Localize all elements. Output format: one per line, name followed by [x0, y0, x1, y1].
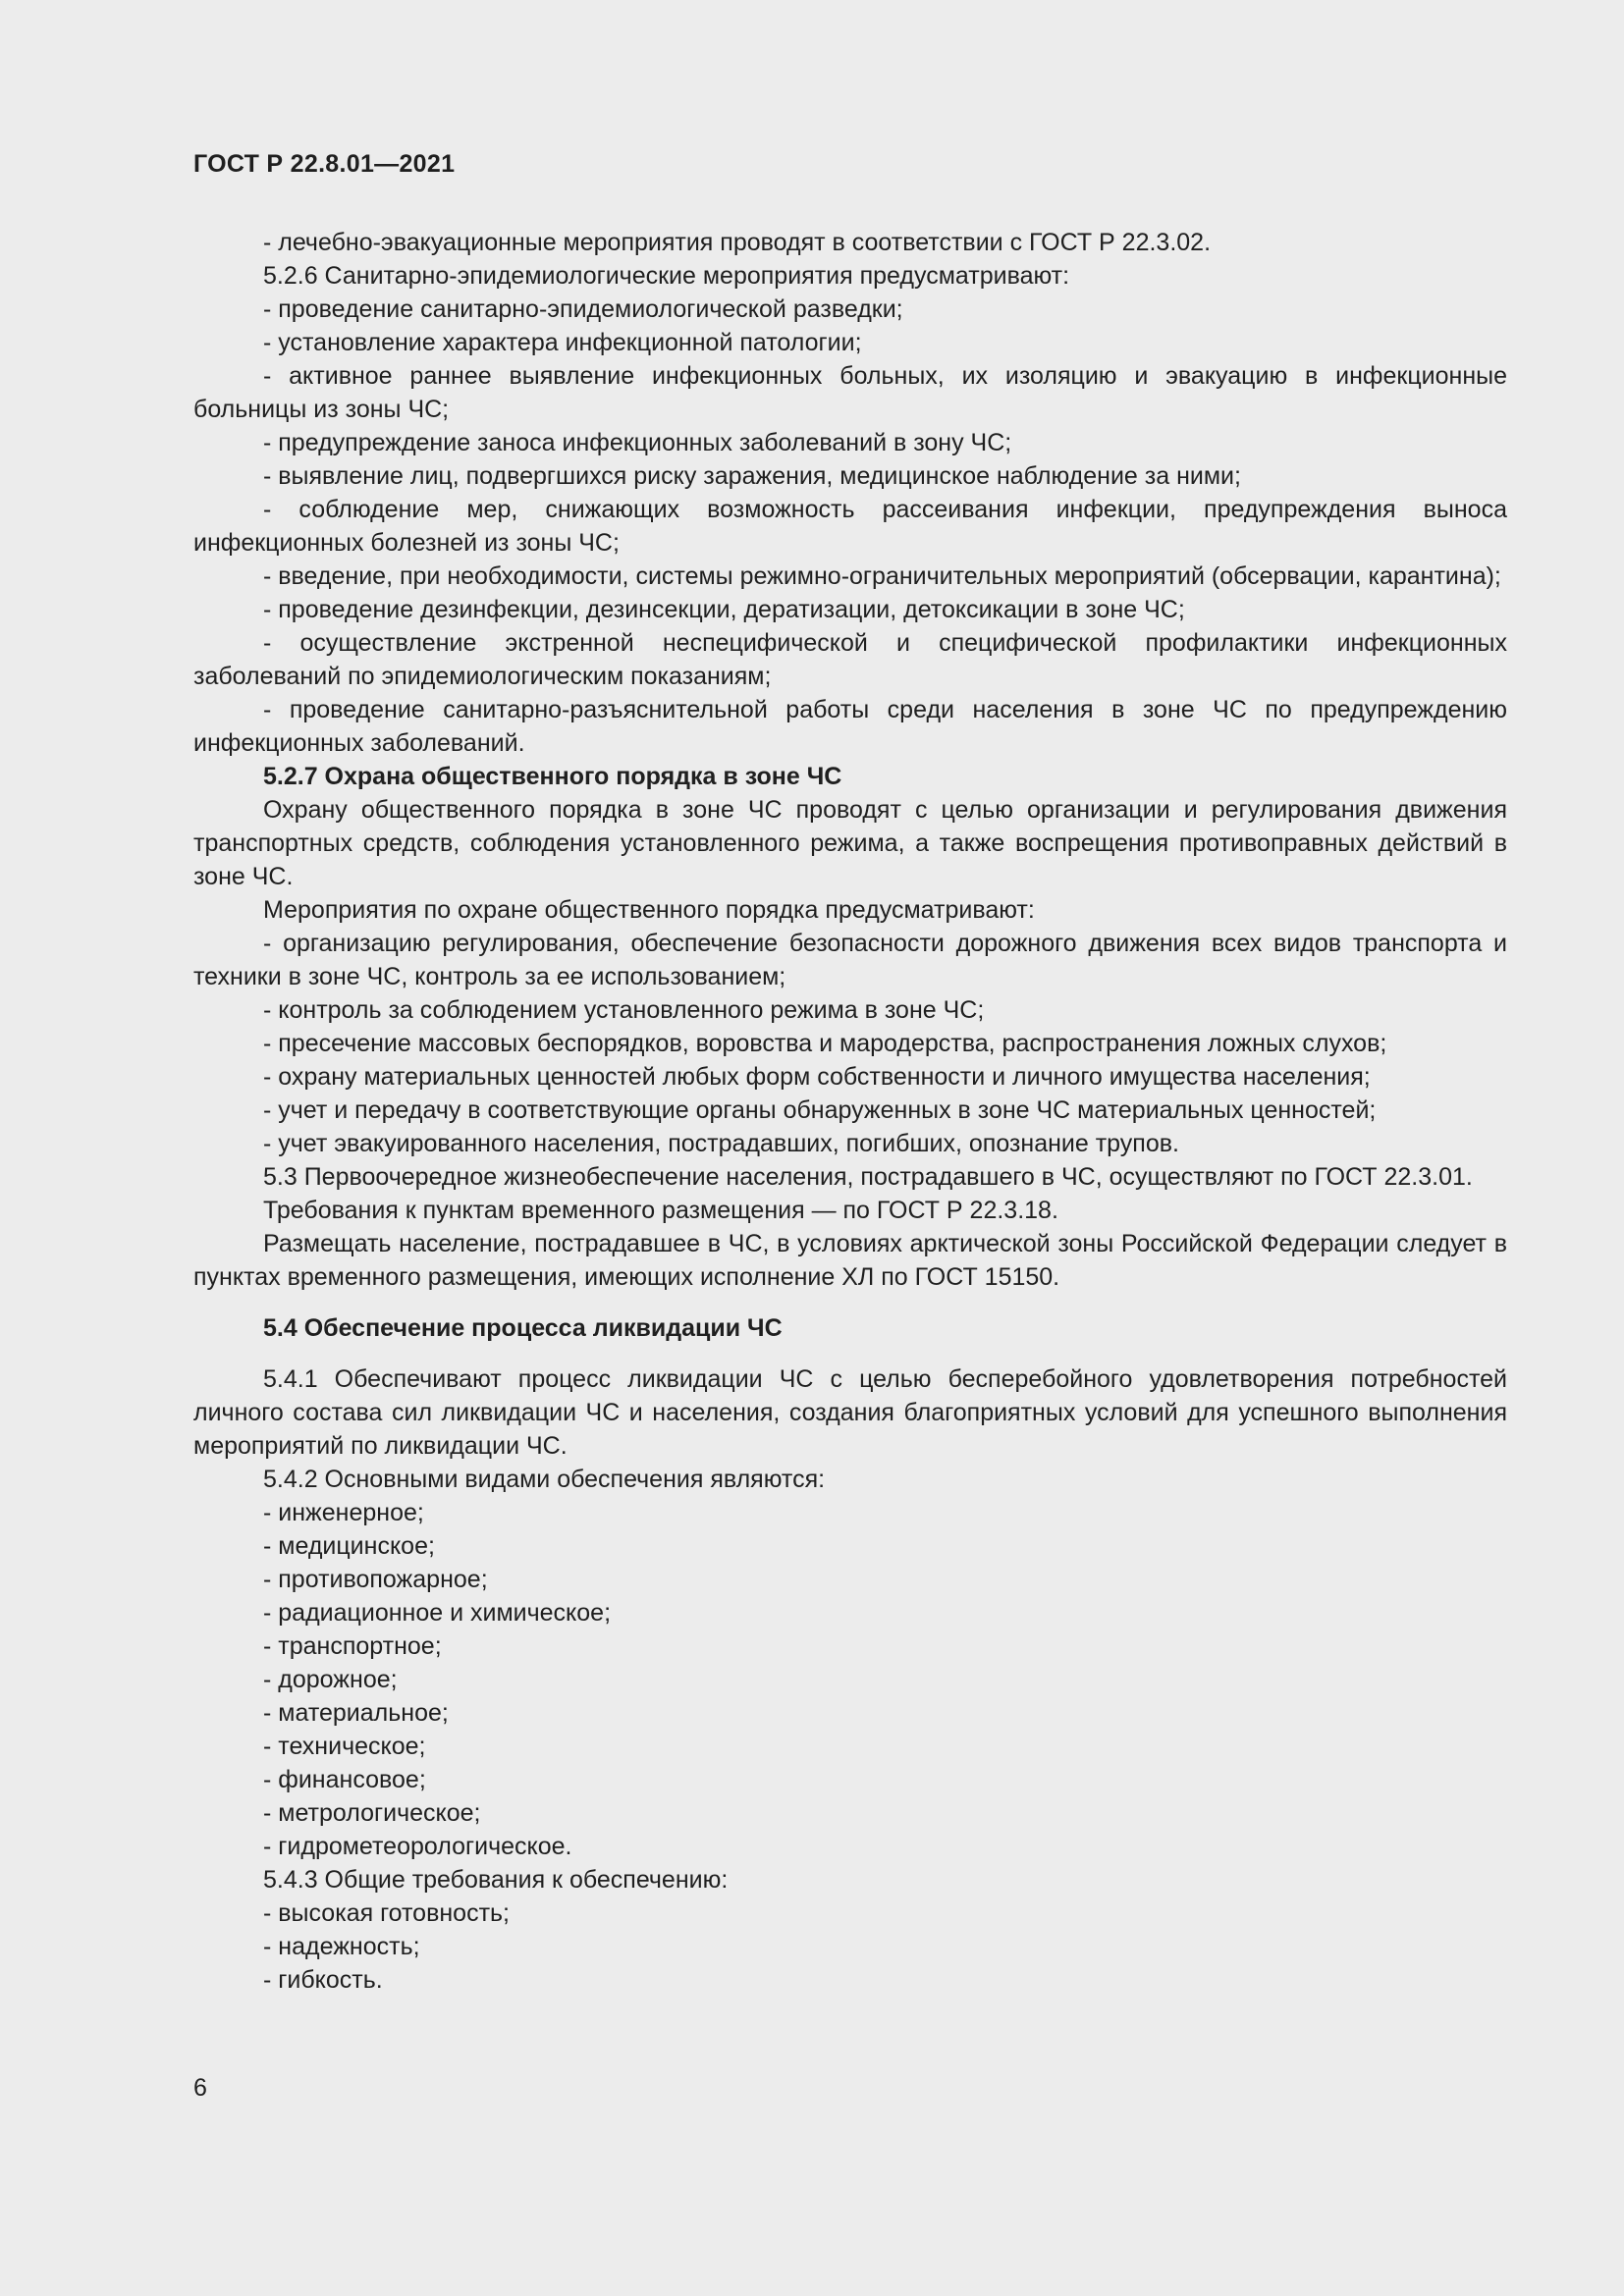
list-item: - медицинское;	[263, 1532, 435, 1560]
list-item: - активное раннее выявление инфекционных больных, их изоляцию и эвакуацию в инфекционные больницы из зоны ЧС;	[193, 362, 1507, 423]
document-code-header: ГОСТ Р 22.8.01—2021	[193, 150, 456, 178]
list-item: - инженерное;	[263, 1499, 424, 1526]
list-item: - дорожное;	[263, 1666, 398, 1693]
paragraph: - лечебно-эвакуационные мероприятия проводят в соответствии с ГОСТ Р 22.3.02.	[263, 229, 1212, 256]
list-item: - организацию регулирования, обеспечение безопасности дорожного движения всех видов транспорта и техники в зоне ЧС, контроль за ее использованием;	[193, 930, 1507, 990]
paragraph: Размещать население, пострадавшее в ЧС, в условиях арктической зоны Российской Федерации следует в пунктах временного размещения, имеющих исполнение ХЛ по ГОСТ 15150.	[193, 1230, 1507, 1291]
list-item: - противопожарное;	[263, 1566, 488, 1593]
list-item: - транспортное;	[263, 1632, 442, 1660]
paragraph: 5.4.3 Общие требования к обеспечению:	[263, 1866, 729, 1894]
list-item: - проведение дезинфекции, дезинсекции, дератизации, детоксикации в зоне ЧС;	[263, 596, 1185, 623]
list-item: - гибкость.	[263, 1966, 383, 1994]
paragraph: Охрану общественного порядка в зоне ЧС проводят с целью организации и регулирования движения транспортных средств, соблюдения установленного режима, а также воспрещения противоправных действий в зоне ЧС.	[193, 796, 1507, 890]
list-item: - установление характера инфекционной патологии;	[263, 329, 862, 356]
list-item: - радиационное и химическое;	[263, 1599, 612, 1627]
list-item: - высокая готовность;	[263, 1899, 510, 1927]
list-item: - выявление лиц, подвергшихся риску заражения, медицинское наблюдение за ними;	[263, 462, 1241, 490]
list-item: - соблюдение мер, снижающих возможность рассеивания инфекции, предупреждения выноса инфекционных болезней из зоны ЧС;	[193, 496, 1507, 557]
list-item: - контроль за соблюдением установленного режима в зоне ЧС;	[263, 996, 985, 1024]
subsection-heading: 5.2.7 Охрана общественного порядка в зоне ЧС	[263, 763, 842, 790]
list-item: - гидрометеорологическое.	[263, 1833, 572, 1860]
paragraph: 5.4.1 Обеспечивают процесс ликвидации ЧС с целью бесперебойного удовлетворения потребностей личного состава сил ликвидации ЧС и населения, создания благоприятных условий для успешного выполнения мероприятий по ликвидации ЧС.	[193, 1365, 1507, 1460]
list-item: - метрологическое;	[263, 1799, 481, 1827]
list-item: - предупреждение заноса инфекционных заболеваний в зону ЧС;	[263, 429, 1012, 456]
list-item: - техническое;	[263, 1733, 426, 1760]
list-item: - надежность;	[263, 1933, 420, 1960]
list-item: - учет эвакуированного населения, пострадавших, погибших, опознание трупов.	[263, 1130, 1179, 1157]
list-item: - учет и передачу в соответствующие органы обнаруженных в зоне ЧС материальных ценностей;	[263, 1096, 1377, 1124]
list-item: - проведение санитарно-эпидемиологической разведки;	[263, 295, 903, 323]
list-item: - пресечение массовых беспорядков, воровства и мародерства, распространения ложных слухов;	[263, 1030, 1387, 1057]
paragraph: 5.4.2 Основными видами обеспечения являются:	[263, 1466, 826, 1493]
list-item: - осуществление экстренной неспецифической и специфической профилактики инфекционных заболеваний по эпидемиологическим показаниям;	[193, 629, 1507, 690]
paragraph: Требования к пунктам временного размещения — по ГОСТ Р 22.3.18.	[263, 1197, 1058, 1224]
list-item: - проведение санитарно-разъяснительной работы среди населения в зоне ЧС по предупреждению инфекционных заболеваний.	[193, 696, 1507, 757]
paragraph: 5.3 Первоочередное жизнеобеспечение населения, пострадавшего в ЧС, осуществляют по ГОСТ 22.3.01.	[263, 1163, 1473, 1191]
paragraph: 5.2.6 Санитарно-эпидемиологические мероприятия предусматривают:	[263, 262, 1070, 290]
document-body	[193, 226, 1507, 1997]
paragraph: Мероприятия по охране общественного порядка предусматривают:	[263, 896, 1035, 924]
section-heading: 5.4 Обеспечение процесса ликвидации ЧС	[263, 1314, 783, 1342]
list-item: - введение, при необходимости, системы режимно-ограничительных мероприятий (обсервации, карантина);	[263, 562, 1501, 590]
list-item: - финансовое;	[263, 1766, 426, 1793]
list-item: - охрану материальных ценностей любых форм собственности и личного имущества населения;	[263, 1063, 1371, 1091]
page-number: 6	[193, 2074, 207, 2102]
list-item: - материальное;	[263, 1699, 449, 1727]
